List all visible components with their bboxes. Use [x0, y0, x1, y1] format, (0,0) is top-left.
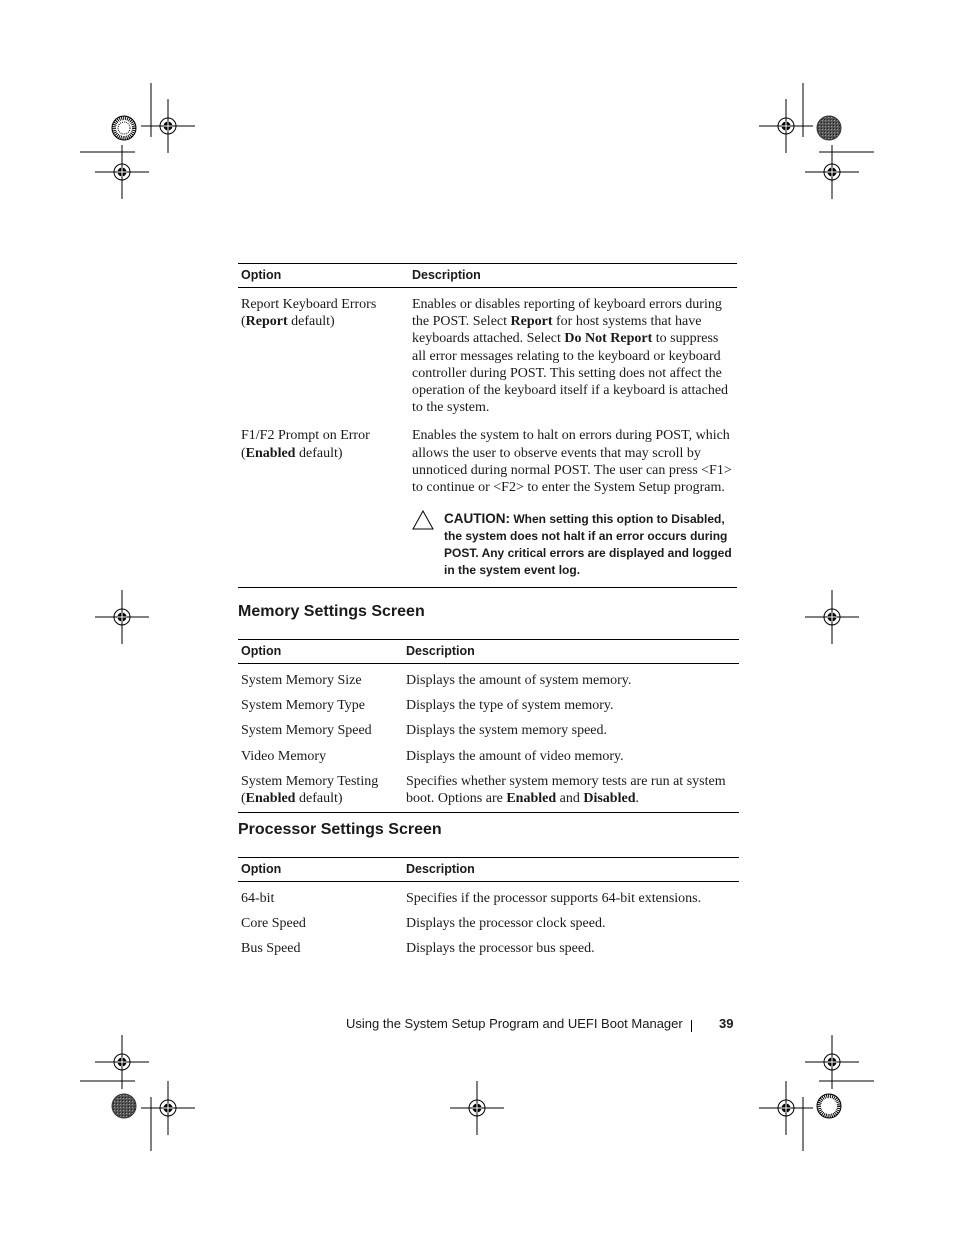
- table-header-row: [238, 264, 737, 288]
- column-header-description: Description: [412, 268, 481, 282]
- default-value: Enabled: [245, 791, 296, 807]
- table-row: [238, 937, 739, 962]
- processor-settings-heading: Processor Settings Screen: [238, 821, 442, 838]
- registration-mark-icon: [759, 99, 813, 153]
- running-footer: Using the System Setup Program and UEFI Boot Manager: [346, 1016, 683, 1031]
- option-cell: Core Speed: [241, 916, 306, 932]
- option-cell: System Memory Type: [241, 698, 365, 714]
- option-name: Report Keyboard Errors: [241, 297, 377, 312]
- column-header-description: Description: [406, 862, 475, 876]
- registration-mark-icon: [95, 145, 149, 199]
- caution-text: When setting this option to Disabled, the system does not halt if an error occurs during POST. Any critical errors are displayed and logged in the system event log.: [444, 512, 732, 578]
- caution-label: CAUTION:: [444, 511, 510, 527]
- table-row: [238, 719, 739, 744]
- registration-mark-icon: [805, 145, 859, 199]
- option-cell: Report Keyboard Errors (Report default): [241, 297, 377, 330]
- option-cell: Video Memory: [241, 748, 327, 764]
- footer-separator: [691, 1020, 692, 1032]
- page-number: 39: [719, 1016, 734, 1031]
- table-row: [238, 770, 739, 813]
- registration-mark-icon: [450, 1081, 504, 1135]
- caution-triangle-icon: [412, 510, 444, 579]
- caution-note: [412, 510, 734, 579]
- table-header-row: [238, 640, 739, 664]
- description-cell: Displays the system memory speed.: [406, 723, 608, 739]
- column-header-option: Option: [241, 644, 282, 658]
- option-cell: System Memory Speed: [241, 723, 372, 739]
- description-cell: Specifies whether system memory tests are run at system boot. Options are Enabled and Disabled.: [406, 773, 726, 807]
- default-value: Report: [245, 314, 288, 330]
- description-cell: Displays the processor bus speed.: [406, 941, 595, 957]
- option-cell: 64-bit: [241, 891, 275, 906]
- option-cell: Bus Speed: [241, 941, 301, 957]
- description-cell: Displays the type of system memory.: [406, 698, 614, 714]
- table-row: [238, 745, 739, 770]
- option-name: System Memory Testing: [241, 773, 379, 789]
- memory-settings-table: [238, 639, 739, 813]
- description-cell: Displays the processor clock speed.: [406, 916, 606, 932]
- table-row: [238, 288, 737, 422]
- description-cell: Displays the amount of video memory.: [406, 748, 624, 764]
- option-cell: System Memory Size: [241, 673, 362, 688]
- registration-mark-icon: [759, 1081, 813, 1135]
- option-cell: System Memory Testing (Enabled default): [241, 773, 379, 807]
- description-cell: Specifies if the processor supports 64-bit extensions.: [406, 891, 702, 906]
- table-header-row: [238, 858, 739, 882]
- column-header-option: Option: [241, 862, 282, 876]
- table-row: [238, 912, 739, 937]
- column-header-description: Description: [406, 644, 475, 658]
- registration-mark-icon: [141, 1081, 195, 1135]
- registration-mark-icon: [805, 590, 859, 644]
- processor-settings-table: [238, 857, 739, 963]
- keyboard-options-table: [238, 263, 737, 588]
- description-cell: Displays the amount of system memory.: [406, 673, 632, 688]
- registration-mark-icon: [95, 590, 149, 644]
- option-cell: F1/F2 Prompt on Error (Enabled default): [241, 428, 370, 461]
- table-row: [238, 421, 737, 587]
- description-cell: Enables or disables reporting of keyboard errors during the POST. Select Report for host systems that have keyboards attached. Select Do Not Report to suppress all error messages relating to the keyboard or keyboard controller during POST. This setting does not affect the operation of the keyboard itself if a keyboard is attached to the system.: [412, 297, 729, 416]
- table-row: [238, 882, 739, 913]
- memory-settings-heading: Memory Settings Screen: [238, 603, 425, 620]
- registration-mark-icon: [141, 99, 195, 153]
- column-header-option: Option: [241, 268, 282, 282]
- table-row: [238, 694, 739, 719]
- default-value: Enabled: [245, 445, 296, 461]
- table-row: [238, 664, 739, 695]
- option-name: F1/F2 Prompt on Error: [241, 428, 370, 444]
- description-cell: Enables the system to halt on errors during POST, which allows the user to observe events that may scroll by unnoticed during normal POST. The user can press <F1> to continue or <F2> to enter the System Setup program. CAUTION: When setting this option to Disabled, the system does not halt if an error occurs during POST. Any critical errors are displayed and logged in the system event log.: [409, 421, 737, 587]
